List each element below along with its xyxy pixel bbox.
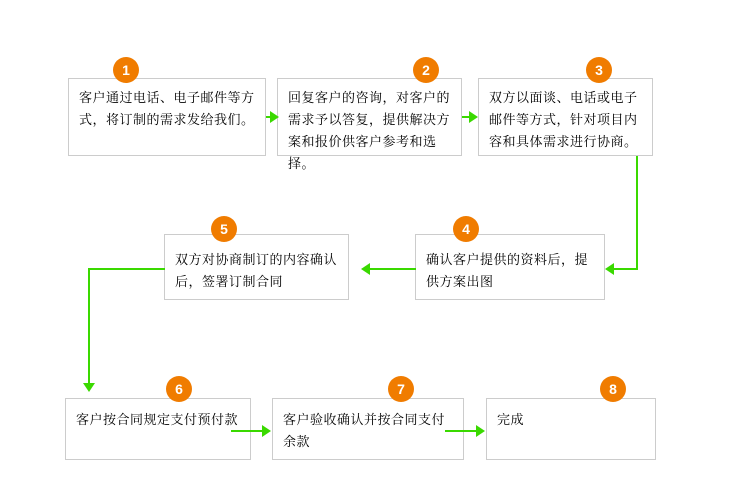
flow-step-box-1: 客户通过电话、电子邮件等方式，将订制的需求发给我们。 [68, 78, 266, 156]
flow-step-badge-4: 4 [453, 216, 479, 242]
flow-step-badge-7: 7 [388, 376, 414, 402]
arrowhead-7-to-8 [476, 425, 485, 437]
flow-step-box-3: 双方以面谈、电话或电子邮件等方式，针对项目内容和具体需求进行协商。 [478, 78, 653, 156]
flow-step-box-7: 客户验收确认并按合同支付余款 [272, 398, 464, 460]
flow-step-badge-8: 8 [600, 376, 626, 402]
arrowhead-4-to-5 [361, 263, 370, 275]
flow-step-box-6: 客户按合同规定支付预付款 [65, 398, 251, 460]
flow-step-badge-2: 2 [413, 57, 439, 83]
arrowhead-5-to-6 [83, 383, 95, 392]
connector-4-to-5 [368, 268, 416, 270]
flow-step-box-8: 完成 [486, 398, 656, 460]
connector-3-to-4-vertical [636, 156, 638, 269]
flow-step-badge-6: 6 [166, 376, 192, 402]
flow-step-box-4: 确认客户提供的资料后，提供方案出图 [415, 234, 605, 300]
flow-step-badge-1: 1 [113, 57, 139, 83]
flow-step-box-5: 双方对协商制订的内容确认后，签署订制合同 [164, 234, 349, 300]
arrowhead-6-to-7 [262, 425, 271, 437]
flow-step-badge-3: 3 [586, 57, 612, 83]
connector-5-to-6-horizontal [88, 268, 165, 270]
connector-6-to-7 [231, 430, 263, 432]
arrowhead-3-to-4 [605, 263, 614, 275]
arrowhead-1-to-2 [270, 111, 279, 123]
flow-step-box-2: 回复客户的咨询，对客户的需求予以答复，提供解决方案和报价供客户参考和选择。 [277, 78, 462, 156]
connector-5-to-6-vertical [88, 268, 90, 384]
connector-3-to-4-horizontal [612, 268, 638, 270]
connector-7-to-8 [445, 430, 477, 432]
flow-step-badge-5: 5 [211, 216, 237, 242]
arrowhead-2-to-3 [469, 111, 478, 123]
